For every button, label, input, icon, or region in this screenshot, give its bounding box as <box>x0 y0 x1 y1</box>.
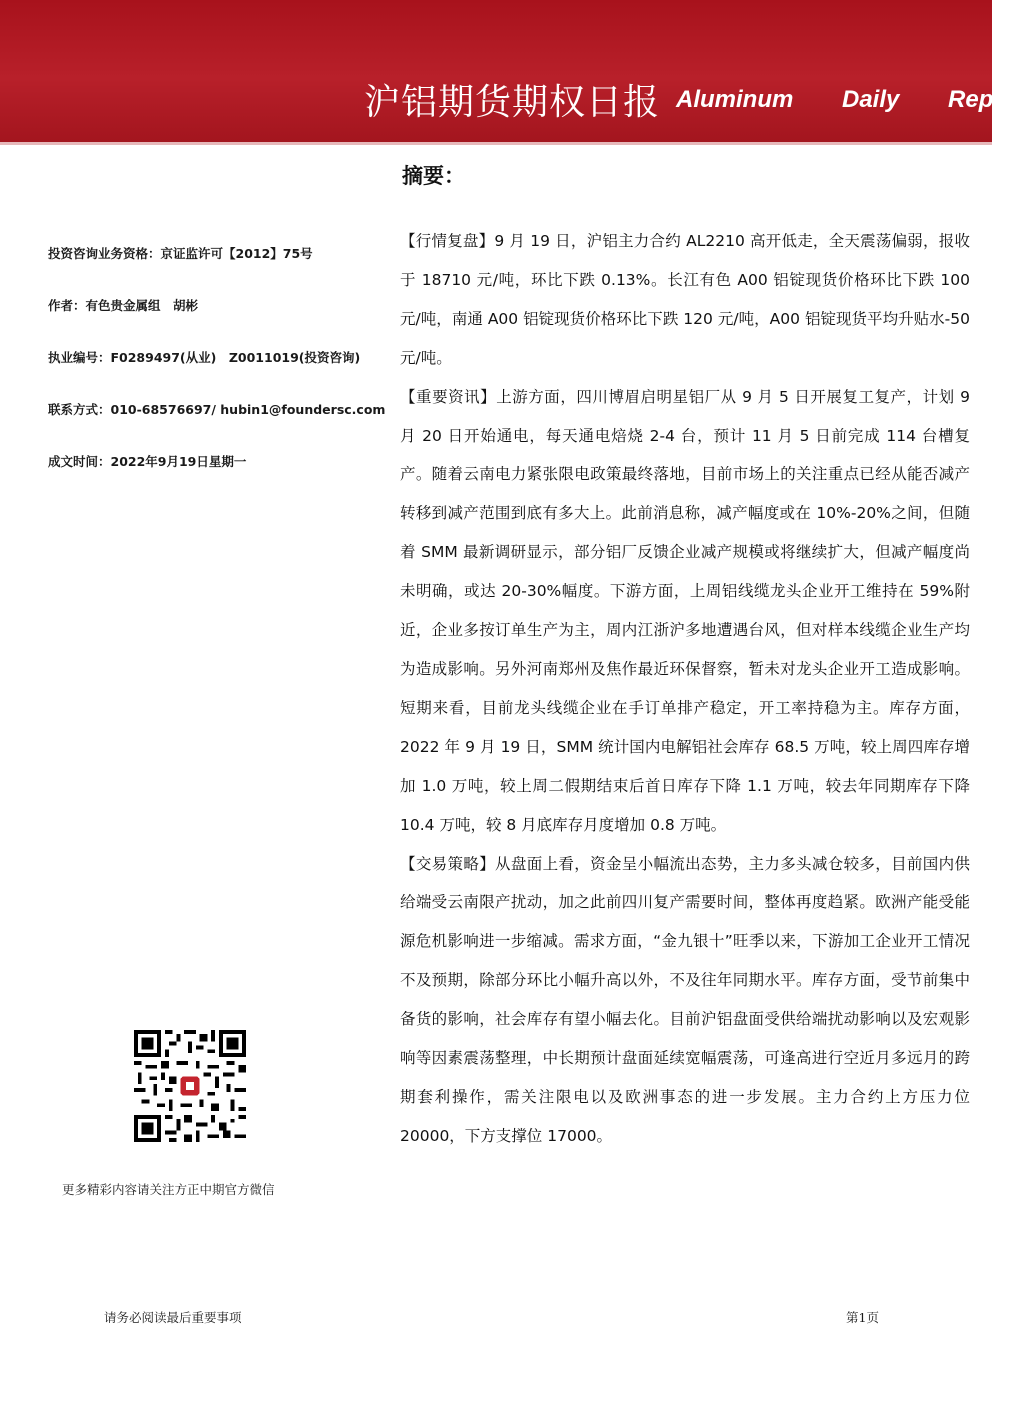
report-title-en <box>676 86 1025 122</box>
market-review-paragraph: 【行情复盘】9 月 19 日，沪铝主力合约 AL2210 高开低走，全天震荡偏弱，报收于 18710 元/吨，环比下跌 0.13%。长江有色 A00 铝锭现货价格环比下跌 100 元/吨，南通 A00 铝锭现货价格环比下跌 120 元/吨，A00 铝锭现货平均升贴水-50 元/吨。 <box>400 232 970 367</box>
qr-caption: 更多精彩内容请关注方正中期官方微信 <box>62 1182 275 1197</box>
meta-qualification: 投资咨询业务资格：京证监许可【2012】75号 <box>48 246 313 261</box>
meta-license: 执业编号：F0289497(从业) Z0011019(投资咨询) <box>48 350 361 365</box>
title-en-word: Daily <box>842 86 900 113</box>
meta-date: 成文时间：2022年9月19日星期一 <box>48 454 247 469</box>
meta-author: 作者：有色贵金属组 胡彬 <box>48 298 199 313</box>
report-meta <box>48 244 388 504</box>
page-number: 第1页 <box>846 1310 879 1325</box>
summary-body <box>400 222 970 1156</box>
header-divider <box>0 142 992 145</box>
title-en-word: Report <box>948 86 1025 113</box>
meta-contact: 联系方式：010-68576697/ hubin1@foundersc.com <box>48 402 386 417</box>
footer-notice: 请务必阅读最后重要事项 <box>104 1310 242 1325</box>
report-title-cn: 沪铝期货期权日报 <box>364 82 661 123</box>
wechat-qr-code <box>134 1030 246 1142</box>
key-news-paragraph: 【重要资讯】上游方面，四川博眉启明星铝厂从 9 月 5 日开展复工复产，计划 9 月 20 日开始通电，每天通电焙烧 2-4 台，预计 11 月 5 日前完成 114 台槽复产。随着云南电力紧张限电政策最终落地，目前市场上的关注重点已经从能否减产转移到减产范围到底有多大上。此前消息称，减产幅度或在 10%-20%之间，但随着 SMM 最新调研显示，部分铝厂反馈企业减产规模或将继续扩大，但减产幅度尚未明确，或达 20-30%幅度。下游方面，上周铝线缆龙头企业开工维持在 59%附近，企业多按订单生产为主，周内江浙沪多地遭遇台风，但对样本线缆企业生产均为造成影响。另外河南郑州及焦作最近环保督察，暂未对龙头企业开工造成影响。短期来看，目前龙头线缆企业在手订单排产稳定，开工率持稳为主。库存方面，2022 年 9 月 19 日，SMM 统计国内电解铝社会库存 68.5 万吨，较上周四库存增加 1.0 万吨，较上周二假期结束后首日库存下降 1.1 万吨，较去年同期库存下降 10.4 万吨，较 8 月底库存月度增加 0.8 万吨。 <box>400 387 970 834</box>
title-en-word: Aluminum <box>676 86 794 113</box>
summary-heading: 摘要： <box>402 164 465 188</box>
trading-strategy-paragraph: 【交易策略】从盘面上看，资金呈小幅流出态势，主力多头减仓较多，目前国内供给端受云南限产扰动，加之此前四川复产需要时间，整体再度趋紧。欧洲产能受能源危机影响进一步缩减。需求方面，“金九银十”旺季以来，下游加工企业开工情况不及预期，除部分环比小幅升高以外，不及往年同期水平。库存方面，受节前集中备货的影响，社会库存有望小幅去化。目前沪铝盘面受供给端扰动影响以及宏观影响等因素震荡整理，中长期预计盘面延续宽幅震荡，可逢高进行空近月多远月的跨期套利操作，需关注限电以及欧洲事态的进一步发展。主力合约上方压力位 20000，下方支撑位 17000。 <box>400 854 970 1145</box>
